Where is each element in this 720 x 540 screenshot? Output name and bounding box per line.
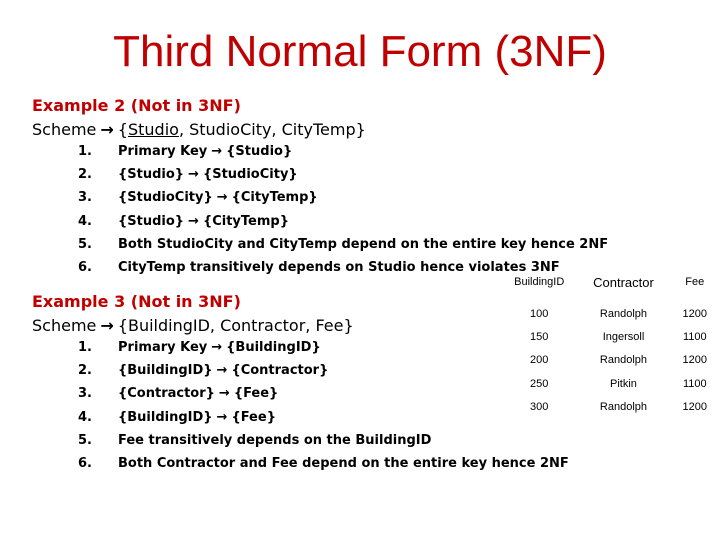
table-header-row [501, 262, 720, 302]
item-text: Fee transitively depends on the BuildingID [118, 432, 432, 448]
item-number: 3. [78, 190, 92, 206]
item-number: 2. [78, 167, 92, 183]
item-number: 3. [78, 386, 92, 402]
item-text: Both Contractor and Fee depend on the entire key hence 2NF [118, 455, 569, 471]
item-number: 2. [78, 363, 92, 379]
item-text: Both StudioCity and CityTemp depend on the entire key hence 2NF [118, 236, 609, 252]
example-2-scheme [32, 120, 366, 140]
cell-fee: 1200 [682, 401, 707, 414]
arrow-icon: → [100, 316, 114, 335]
item-lhs: Primary Key [118, 144, 208, 159]
building-table [501, 262, 720, 419]
item-text [118, 340, 321, 355]
page-title: Third Normal Form (3NF) [113, 27, 607, 76]
cell-fee: 1200 [682, 354, 707, 367]
item-number: 5. [78, 432, 92, 448]
scheme-primary-key: Studio [127, 120, 179, 139]
item-lhs: {BuildingID} [118, 363, 213, 379]
column-header-building-id: BuildingID [514, 276, 565, 288]
item-lhs: {Contractor} [118, 386, 215, 402]
cell-contractor: Randolph [599, 354, 648, 367]
item-rhs: {Fee} [233, 386, 279, 402]
item-text [118, 363, 328, 378]
example-2-heading: Example 2 (Not in 3NF) [32, 96, 241, 115]
cell-building-id: 150 [530, 331, 549, 344]
cell-contractor: Randolph [599, 307, 648, 320]
item-text [118, 410, 276, 425]
item-rhs: {StudioCity} [202, 167, 298, 183]
cell-fee: 1100 [682, 377, 707, 390]
arrow-icon: → [211, 144, 223, 159]
scheme-label: Scheme [32, 316, 97, 335]
item-number: 1. [78, 340, 92, 355]
arrow-icon: → [100, 120, 114, 139]
arrow-icon: → [218, 386, 230, 402]
arrow-icon: → [211, 340, 223, 355]
cell-building-id: 200 [530, 354, 549, 367]
column-header-contractor: Contractor [593, 274, 654, 290]
column-header-fee: Fee [685, 276, 705, 288]
item-lhs: {BuildingID} [118, 409, 213, 425]
item-number: 5. [78, 236, 92, 252]
example-3-heading: Example 3 (Not in 3NF) [32, 292, 241, 311]
item-rhs: {CityTemp} [231, 190, 318, 206]
cell-fee: 1100 [682, 331, 707, 344]
item-rhs: {BuildingID} [226, 340, 321, 355]
cell-building-id: 300 [530, 401, 549, 414]
item-number: 6. [78, 259, 92, 275]
item-lhs: {Studio} [118, 213, 185, 229]
item-number: 4. [78, 409, 92, 425]
item-number: 6. [78, 455, 92, 471]
item-rhs: {Studio} [226, 144, 293, 159]
cell-contractor: Ingersoll [602, 331, 645, 344]
scheme-label: Scheme [32, 120, 97, 139]
cell-contractor: Randolph [599, 401, 648, 414]
cell-building-id: 100 [530, 307, 549, 320]
arrow-icon: → [216, 363, 228, 379]
scheme-open-brace: { [117, 120, 128, 139]
item-rhs: {CityTemp} [202, 213, 289, 229]
item-number: 4. [78, 213, 92, 229]
cell-fee: 1200 [682, 307, 707, 320]
table-row [501, 396, 720, 419]
example-3-scheme [32, 316, 354, 336]
item-lhs: {StudioCity} [118, 190, 213, 206]
item-text [118, 386, 278, 401]
table-row [501, 349, 720, 372]
arrow-icon: → [216, 190, 228, 206]
item-rhs: {Fee} [231, 409, 276, 425]
arrow-icon: → [216, 409, 228, 425]
item-text: CityTemp transitively depends on Studio hence violates 3NF [118, 259, 560, 275]
item-text [118, 144, 292, 159]
arrow-icon: → [188, 213, 199, 229]
scheme-rest: {BuildingID, Contractor, Fee} [117, 316, 354, 335]
cell-building-id: 250 [530, 377, 549, 390]
item-text [118, 214, 289, 229]
scheme-rest: , StudioCity, CityTemp} [178, 120, 366, 139]
item-lhs: {Studio} [118, 167, 185, 183]
item-text [118, 167, 298, 182]
item-text [118, 190, 318, 205]
table-row [501, 302, 720, 325]
arrow-icon: → [188, 167, 199, 183]
item-lhs: Primary Key [118, 340, 208, 355]
table-row [501, 325, 720, 348]
table-row [501, 372, 720, 395]
item-rhs: {Contractor} [231, 363, 329, 379]
cell-contractor: Pitkin [610, 377, 637, 390]
item-number: 1. [78, 144, 92, 159]
